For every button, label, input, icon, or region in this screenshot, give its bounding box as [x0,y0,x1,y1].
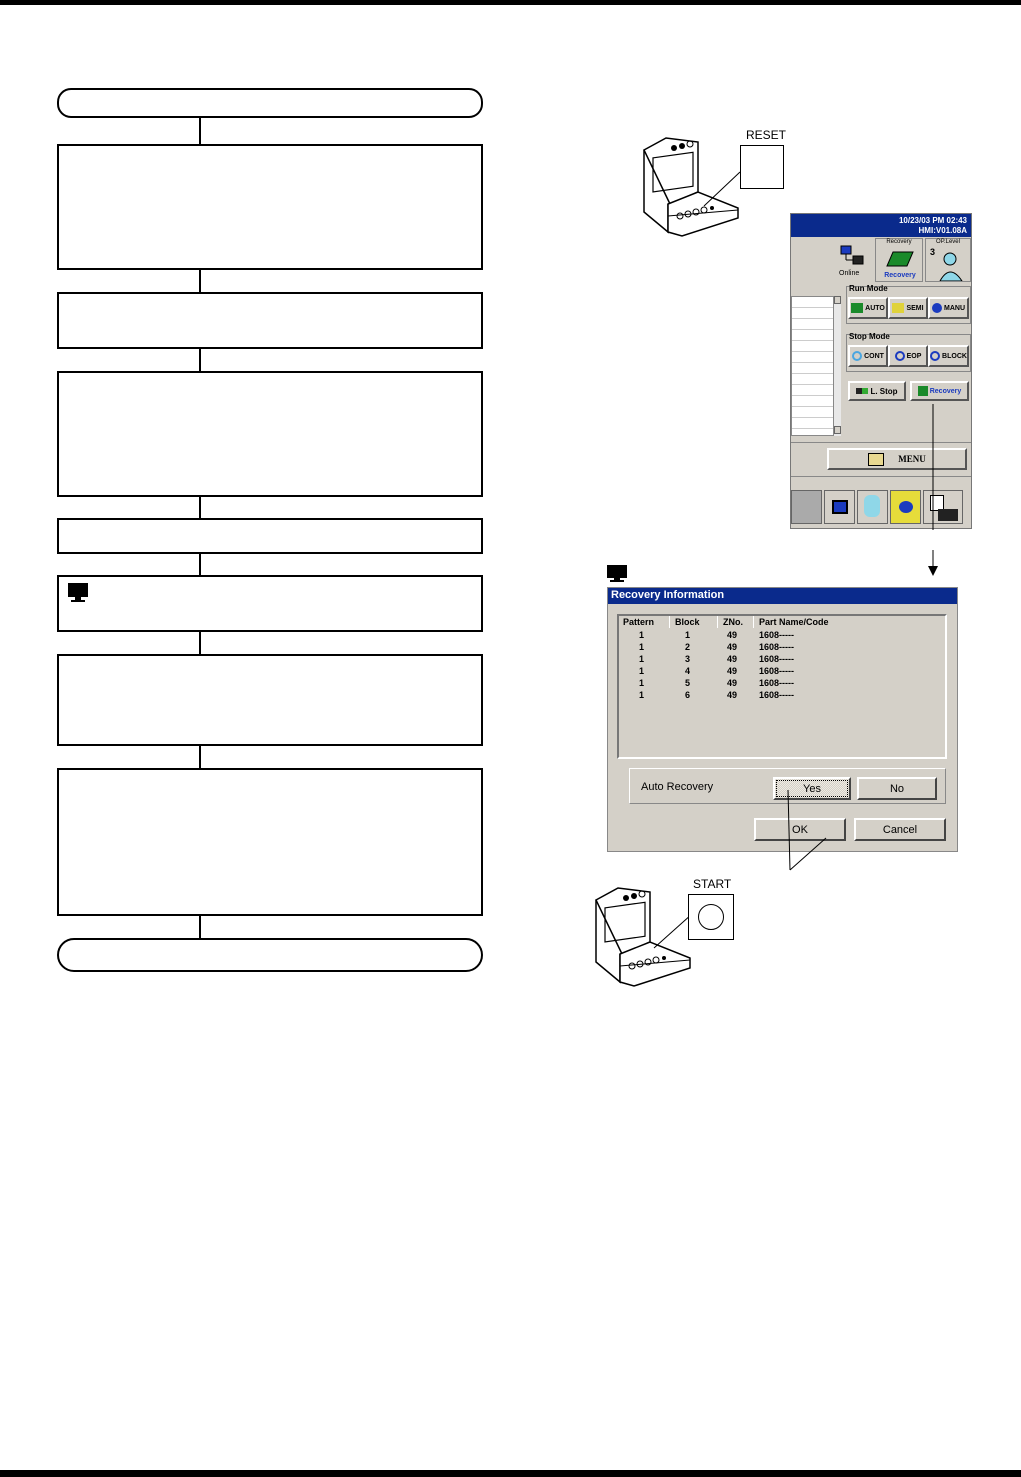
online-indicator[interactable] [835,242,871,280]
bottom-rule [0,1470,1021,1477]
flow-connector [199,118,201,144]
stop-cont-button[interactable]: CONT [848,345,888,367]
network-icon [839,244,869,268]
flow-connector [199,632,201,654]
flow-end-terminator [57,938,483,972]
yes-button[interactable]: Yes [773,777,851,800]
l-stop-button[interactable]: L. Stop [848,381,906,401]
start-key [688,894,734,940]
ok-button[interactable]: OK [754,818,846,841]
stop-block-button[interactable]: BLOCK [928,345,969,367]
recovery-table[interactable] [617,614,947,759]
hmi-title-bar [791,214,972,237]
flow-step-5 [57,575,483,632]
no-button[interactable]: No [857,777,937,800]
eop-icon [895,351,905,361]
top-rule [0,0,1021,5]
run-semi-button[interactable]: SEMI [888,297,928,319]
flow-step-6 [57,654,483,746]
monitor-icon [67,582,91,604]
cancel-button[interactable]: Cancel [854,818,946,841]
auto-icon [851,303,863,313]
oplevel-label: OP.Level [936,239,960,245]
flow-connector [199,916,201,938]
recovery-icon-label: Recovery [884,272,916,279]
manu-icon [932,303,942,313]
recovery-button[interactable]: Recovery [910,381,969,401]
hmi-datetime: 10/23/03 PM 02:43 [898,216,967,225]
online-label: Online [839,270,860,277]
flow-start-terminator [57,88,483,118]
reset-label: RESET [746,128,787,142]
table-row[interactable]: 1 1 49 1608----- [639,630,795,640]
l-stop-icon [856,388,868,394]
operator-icon [936,251,966,281]
header-pattern: Pattern [623,617,655,627]
header-part-name: Part Name/Code [759,617,829,627]
op-level-indicator[interactable] [925,238,971,282]
oplevel-value: 3 [930,247,936,257]
table-header-row [619,616,945,629]
stop-eop-button[interactable]: EOP [888,345,928,367]
recovery-small-icon [918,386,928,396]
reset-key [740,145,784,189]
stop-mode-label: Stop Mode [849,332,890,341]
cont-icon [852,351,862,361]
book-icon [868,453,884,466]
recovery-callout-arrow [925,400,945,580]
tools-icon[interactable] [791,490,822,524]
header-block: Block [675,617,700,627]
table-row[interactable]: 1 6 49 1608----- [639,690,795,700]
flow-step-4 [57,518,483,554]
hmi-version: HMI:V01.08A [918,226,967,235]
flow-step-2 [57,292,483,349]
start-callout-lines [780,790,840,880]
dialog-title: Recovery Information [611,589,725,601]
flow-connector [199,746,201,768]
flow-connector [199,497,201,518]
dialog-title-bar [608,588,957,604]
run-mode-label: Run Mode [849,284,888,293]
monitor-icon [606,564,630,584]
block-icon [930,351,940,361]
menu-button[interactable]: MENU [827,448,967,470]
operator-tool-icon[interactable] [857,490,888,524]
table-row[interactable]: 1 5 49 1608----- [639,678,795,688]
display-icon[interactable] [824,490,855,524]
table-row[interactable]: 1 2 49 1608----- [639,642,795,652]
header-zno: ZNo. [723,617,743,627]
auto-recovery-label: Auto Recovery [641,781,714,793]
start-label: START [693,877,732,891]
flow-step-3 [57,371,483,497]
flow-connector [199,270,201,292]
transfer-icon[interactable] [890,490,921,524]
recovery-icon [885,248,915,268]
flow-connector [199,554,201,575]
table-row[interactable]: 1 3 49 1608----- [639,654,795,664]
start-button-circle-icon [698,904,724,930]
semi-icon [892,303,904,313]
recovery-top-label: Recovery [886,239,912,245]
list-scrollbar[interactable] [833,296,841,436]
run-manu-button[interactable]: MANU [928,297,969,319]
flow-step-7 [57,768,483,916]
run-auto-button[interactable]: AUTO [848,297,888,319]
table-row[interactable]: 1 4 49 1608----- [639,666,795,676]
flow-step-1 [57,144,483,270]
recovery-status-icon[interactable] [875,238,923,282]
flow-connector [199,349,201,371]
